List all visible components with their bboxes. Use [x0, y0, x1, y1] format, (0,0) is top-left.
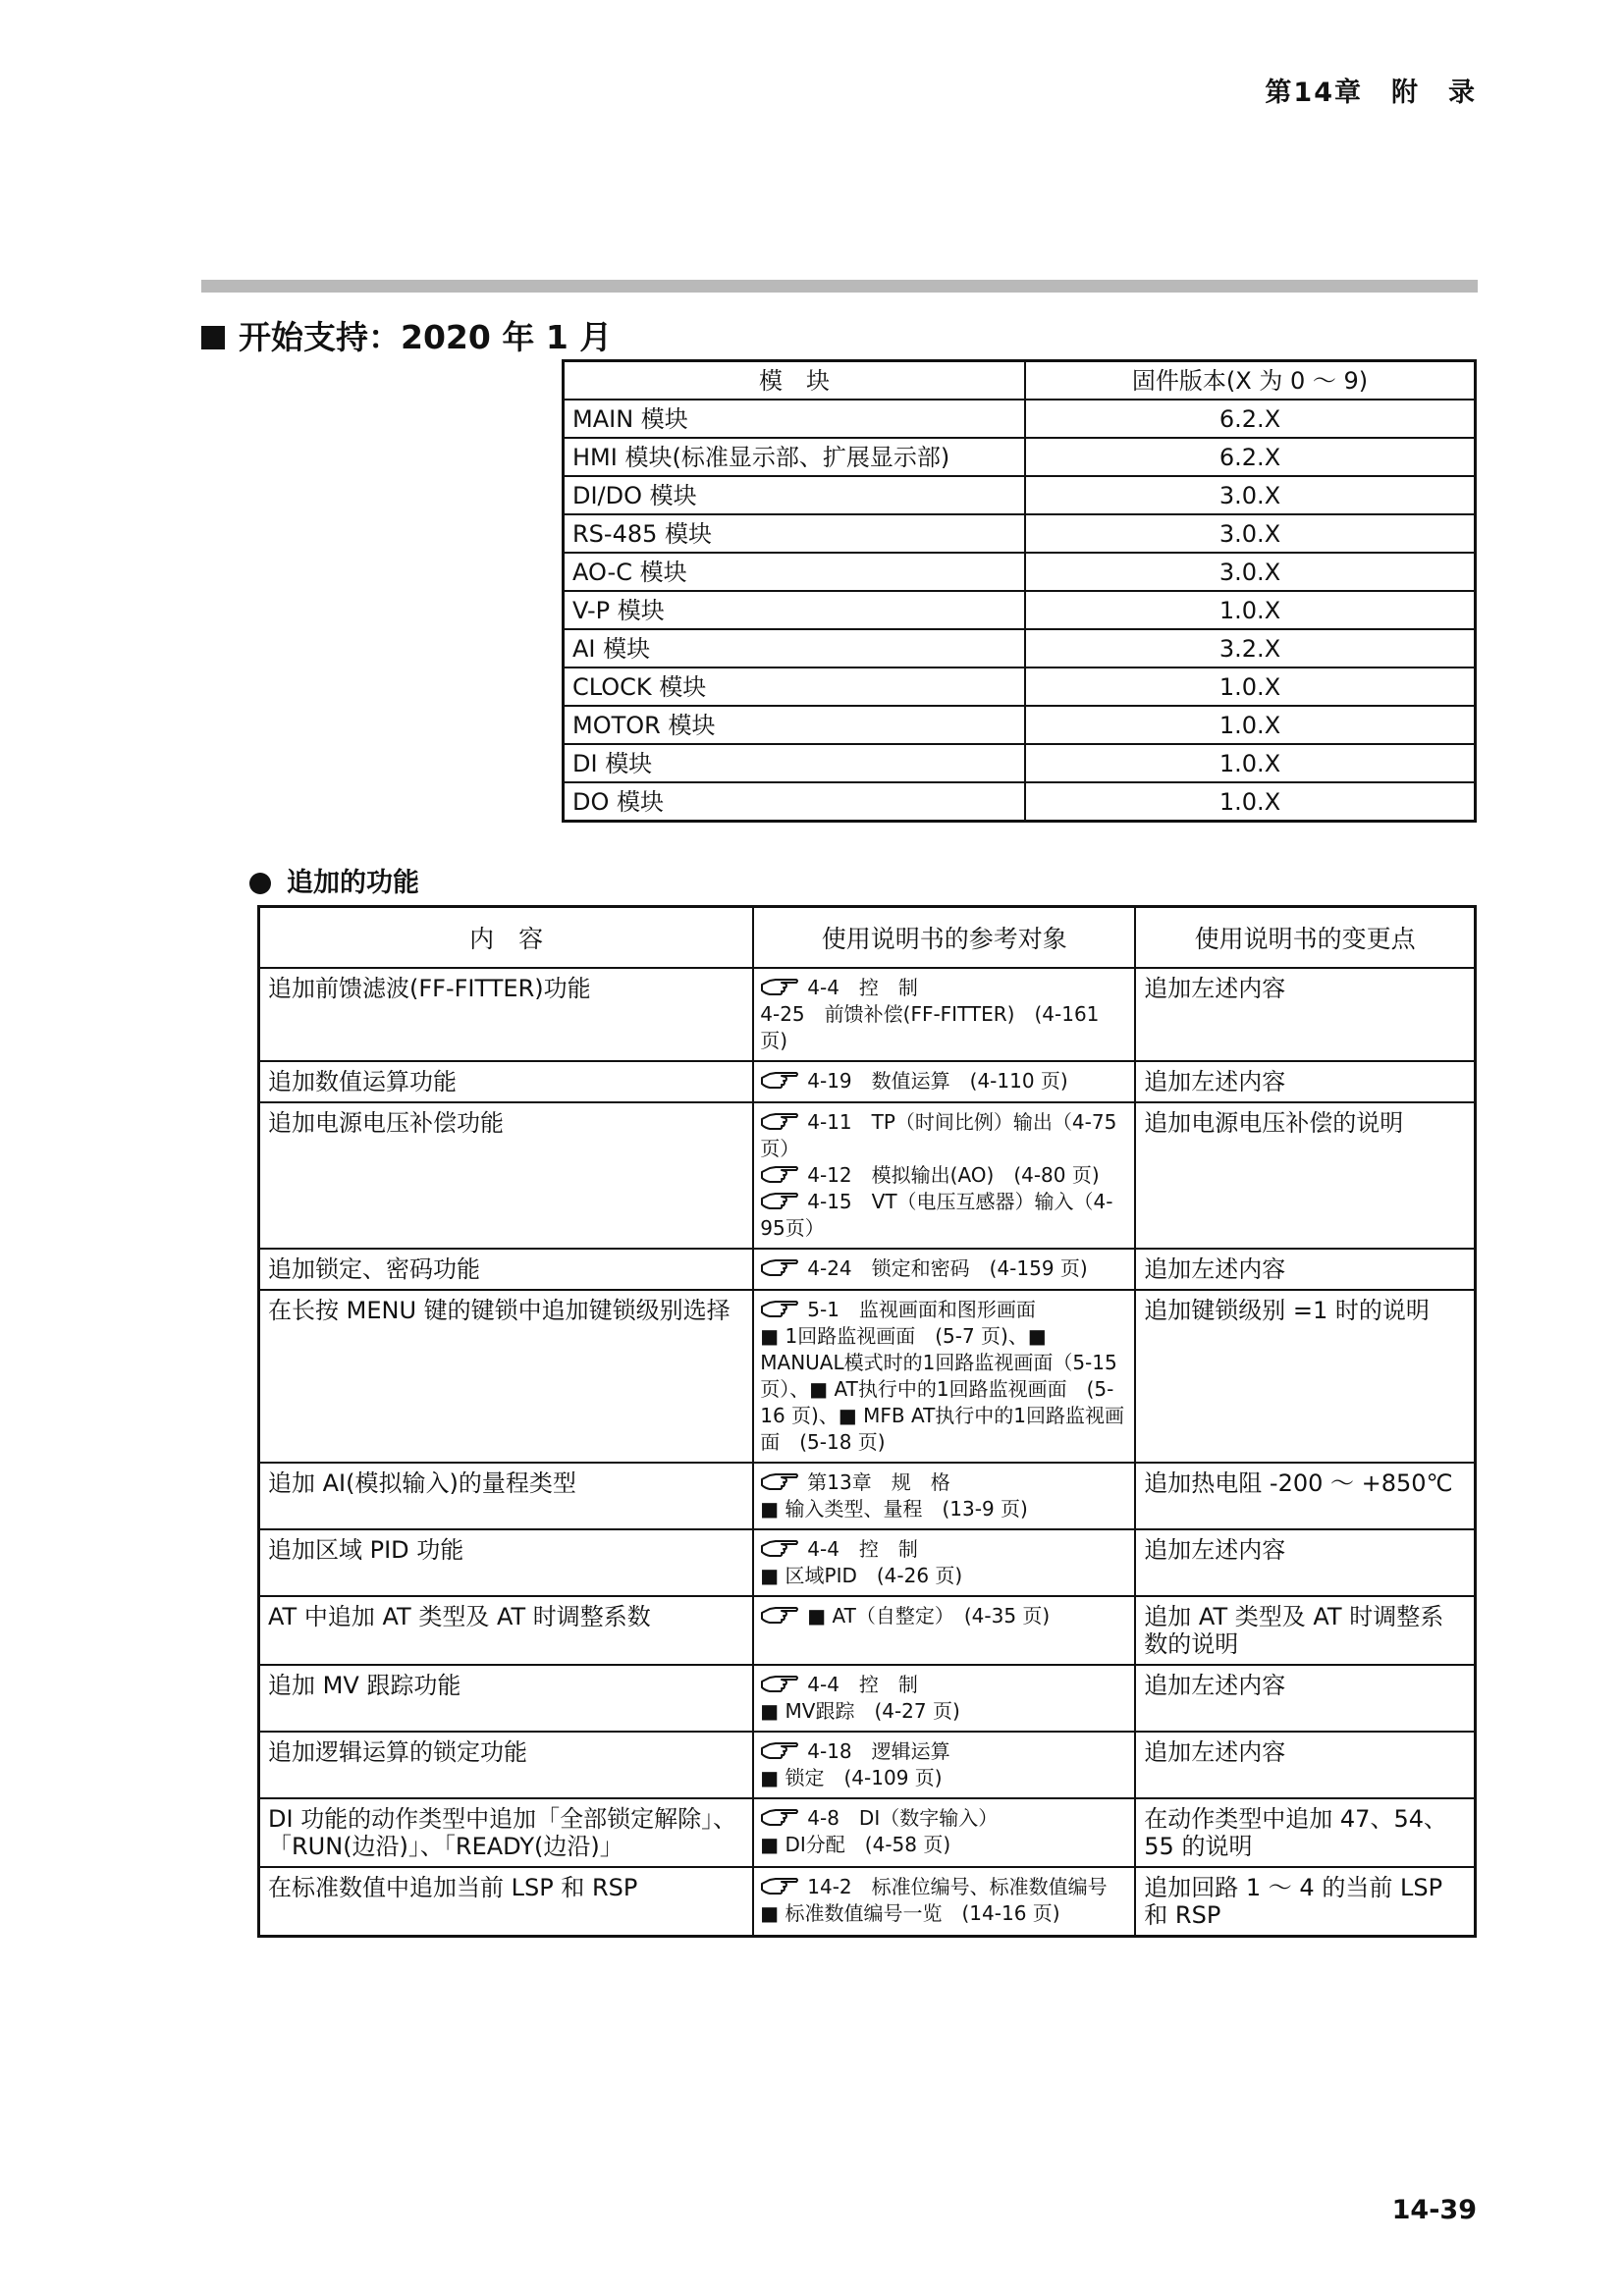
version-table-row	[564, 400, 1476, 438]
functions-table-body	[259, 968, 1476, 1937]
reference-text: 4-25 前馈补偿(FF-FITTER) (4-161 页)	[760, 1002, 1100, 1052]
firmware-version: 3.0.X	[1025, 553, 1475, 591]
pointing-hand-icon	[760, 1537, 799, 1559]
firmware-version: 1.0.X	[1025, 706, 1475, 744]
reference-line	[760, 1297, 1128, 1323]
function-content: 在标准数值中追加当前 LSP 和 RSP	[259, 1867, 754, 1937]
reference-line	[760, 1563, 1128, 1589]
reference-line	[760, 1603, 1128, 1629]
chapter-header: 第14章 附 录	[1265, 78, 1477, 108]
module-name: MOTOR 模块	[564, 706, 1026, 744]
reference-line	[760, 1189, 1128, 1242]
reference-line	[760, 1001, 1128, 1054]
function-content: AT 中追加 AT 类型及 AT 时调整系数	[259, 1596, 754, 1665]
manual-change: 追加键锁级别 =1 时的说明	[1135, 1290, 1475, 1463]
reference-line	[760, 1162, 1128, 1189]
module-name: V-P 模块	[564, 591, 1026, 629]
manual-change: 追加 AT 类型及 AT 时调整系数的说明	[1135, 1596, 1475, 1665]
firmware-version: 3.2.X	[1025, 629, 1475, 667]
function-content: 追加 MV 跟踪功能	[259, 1665, 754, 1732]
manual-reference	[753, 1061, 1135, 1102]
reference-text: ■ 输入类型、量程 (13-9 页)	[760, 1497, 1028, 1521]
reference-text: ■ 标准数值编号一览 (14-16 页)	[760, 1901, 1060, 1925]
reference-line	[760, 1698, 1128, 1725]
firmware-version: 1.0.X	[1025, 591, 1475, 629]
manual-change: 追加左述内容	[1135, 1249, 1475, 1290]
pointing-hand-icon	[760, 1110, 799, 1132]
manual-reference	[753, 1290, 1135, 1463]
firmware-version: 3.0.X	[1025, 476, 1475, 514]
function-content: 追加数值运算功能	[259, 1061, 754, 1102]
reference-text: 4-19 数值运算 (4-110 页)	[807, 1069, 1068, 1093]
reference-text: ■ 锁定 (4-109 页)	[760, 1766, 943, 1789]
manual-change: 追加左述内容	[1135, 1061, 1475, 1102]
reference-text: ■ 区域PID (4-26 页)	[760, 1564, 963, 1587]
module-name: AI 模块	[564, 629, 1026, 667]
page-number: 14-39	[1391, 2195, 1477, 2225]
function-row	[259, 1061, 1476, 1102]
version-table-row	[564, 706, 1476, 744]
pointing-hand-icon	[760, 1298, 799, 1319]
function-row	[259, 1665, 1476, 1732]
reference-line	[760, 1805, 1128, 1832]
pointing-hand-icon	[760, 1806, 799, 1828]
manual-change: 追加左述内容	[1135, 968, 1475, 1061]
module-name: DO 模块	[564, 782, 1026, 822]
function-row	[259, 968, 1476, 1061]
reference-line	[760, 1068, 1128, 1095]
manual-change: 追加左述内容	[1135, 1665, 1475, 1732]
reference-line	[760, 1109, 1128, 1162]
reference-line	[760, 1672, 1128, 1698]
function-content: 追加前馈滤波(FF-FITTER)功能	[259, 968, 754, 1061]
firmware-version: 6.2.X	[1025, 400, 1475, 438]
manual-change: 追加左述内容	[1135, 1732, 1475, 1798]
module-name: CLOCK 模块	[564, 667, 1026, 706]
reference-text: 4-24 锁定和密码 (4-159 页)	[807, 1256, 1088, 1280]
reference-text: ■ DI分配 (4-58 页)	[760, 1833, 951, 1856]
module-name: AO-C 模块	[564, 553, 1026, 591]
functions-header-reference: 使用说明书的参考对象	[753, 907, 1135, 969]
reference-text: 4-4 控 制	[807, 976, 918, 999]
module-name: RS-485 模块	[564, 514, 1026, 553]
pointing-hand-icon	[760, 1069, 799, 1091]
firmware-version: 1.0.X	[1025, 667, 1475, 706]
reference-text: 5-1 监视画面和图形画面	[807, 1298, 1036, 1321]
function-row	[259, 1529, 1476, 1596]
version-table-row	[564, 476, 1476, 514]
firmware-version: 1.0.X	[1025, 744, 1475, 782]
module-name: DI 模块	[564, 744, 1026, 782]
manual-change: 追加热电阻 -200 ～ +850℃	[1135, 1463, 1475, 1529]
manual-reference	[753, 1102, 1135, 1249]
function-row	[259, 1290, 1476, 1463]
reference-line	[760, 1496, 1128, 1522]
function-row	[259, 1798, 1476, 1867]
function-row	[259, 1596, 1476, 1665]
manual-change: 在动作类型中追加 47、54、55 的说明	[1135, 1798, 1475, 1867]
reference-text: ■ MV跟踪 (4-27 页)	[760, 1699, 960, 1723]
reference-text: 4-12 模拟输出(AO) (4-80 页)	[807, 1163, 1100, 1187]
manual-reference	[753, 1867, 1135, 1937]
reference-text: 4-4 控 制	[807, 1673, 918, 1696]
function-content: DI 功能的动作类型中追加「全部锁定解除」、「RUN(边沿)」、「READY(边沿)」	[259, 1798, 754, 1867]
pointing-hand-icon	[760, 1875, 799, 1896]
function-content: 追加逻辑运算的锁定功能	[259, 1732, 754, 1798]
function-content: 追加锁定、密码功能	[259, 1249, 754, 1290]
reference-text: 14-2 标准位编号、标准数值编号	[807, 1875, 1108, 1898]
reference-text: 4-8 DI（数字输入）	[807, 1806, 999, 1830]
version-table-row	[564, 514, 1476, 553]
firmware-version-table	[562, 359, 1477, 823]
manual-reference	[753, 968, 1135, 1061]
square-bullet-icon	[201, 326, 225, 349]
manual-reference	[753, 1798, 1135, 1867]
functions-header-change: 使用说明书的变更点	[1135, 907, 1475, 969]
version-table-row	[564, 667, 1476, 706]
version-table-header-module: 模 块	[564, 361, 1026, 400]
firmware-version: 3.0.X	[1025, 514, 1475, 553]
pointing-hand-icon	[760, 1673, 799, 1694]
reference-text: 4-11 TP（时间比例）输出（4-75页）	[760, 1110, 1117, 1160]
version-table-row	[564, 629, 1476, 667]
section-title-text: 开始支持：2020 年 1 月	[239, 318, 613, 356]
reference-line	[760, 1536, 1128, 1563]
pointing-hand-icon	[760, 1163, 799, 1185]
version-table-row	[564, 438, 1476, 476]
reference-line	[760, 1323, 1128, 1456]
reference-text: ■ 1回路监视画面 (5-7 页)、■ MANUAL模式时的1回路监视画面（5-15 页）、■ AT执行中的1回路监视画面 (5-16 页)、■ MFB AT执行中的1回路监视画面 (5-18 页)	[760, 1324, 1125, 1454]
circle-bullet-icon	[249, 873, 271, 894]
function-content: 追加电源电压补偿功能	[259, 1102, 754, 1249]
manual-reference	[753, 1249, 1135, 1290]
manual-reference	[753, 1732, 1135, 1798]
reference-text: 4-4 控 制	[807, 1537, 918, 1561]
function-row	[259, 1867, 1476, 1937]
module-name: DI/DO 模块	[564, 476, 1026, 514]
function-row	[259, 1732, 1476, 1798]
added-functions-table	[257, 905, 1477, 1938]
module-name: MAIN 模块	[564, 400, 1026, 438]
manual-change: 追加左述内容	[1135, 1529, 1475, 1596]
reference-text: 第13章 规 格	[807, 1470, 950, 1494]
manual-change: 追加电源电压补偿的说明	[1135, 1102, 1475, 1249]
module-name: HMI 模块(标准显示部、扩展显示部)	[564, 438, 1026, 476]
version-table-row	[564, 744, 1476, 782]
functions-title-text: 追加的功能	[287, 868, 419, 898]
firmware-version: 6.2.X	[1025, 438, 1475, 476]
version-table-row	[564, 782, 1476, 822]
reference-text: 4-18 逻辑运算	[807, 1739, 950, 1763]
manual-reference	[753, 1665, 1135, 1732]
section-divider	[201, 280, 1478, 293]
reference-line	[760, 1255, 1128, 1282]
reference-text: ■ AT（自整定） (4-35 页)	[807, 1604, 1051, 1628]
reference-line	[760, 1738, 1128, 1765]
version-table-row	[564, 591, 1476, 629]
function-row	[259, 1102, 1476, 1249]
firmware-version: 1.0.X	[1025, 782, 1475, 822]
section-title	[201, 316, 612, 359]
function-content: 追加区域 PID 功能	[259, 1529, 754, 1596]
version-table-body	[564, 400, 1476, 822]
function-row	[259, 1249, 1476, 1290]
manual-reference	[753, 1596, 1135, 1665]
reference-line	[760, 1832, 1128, 1858]
manual-change: 追加回路 1 ～ 4 的当前 LSP 和 RSP	[1135, 1867, 1475, 1937]
reference-line	[760, 1900, 1128, 1927]
version-table-row	[564, 553, 1476, 591]
reference-line	[760, 1765, 1128, 1791]
function-content: 在长按 MENU 键的键锁中追加键锁级别选择	[259, 1290, 754, 1463]
version-table-header-firmware: 固件版本(X 为 0 ～ 9)	[1025, 361, 1475, 400]
reference-text: 4-15 VT（电压互感器）输入（4-95页）	[760, 1190, 1113, 1240]
pointing-hand-icon	[760, 1739, 799, 1761]
reference-line	[760, 1874, 1128, 1900]
pointing-hand-icon	[760, 1470, 799, 1492]
functions-header-content: 内 容	[259, 907, 754, 969]
function-row	[259, 1463, 1476, 1529]
functions-title	[249, 866, 419, 901]
manual-reference	[753, 1529, 1135, 1596]
reference-line	[760, 975, 1128, 1001]
pointing-hand-icon	[760, 1190, 799, 1211]
manual-reference	[753, 1463, 1135, 1529]
function-content: 追加 AI(模拟输入)的量程类型	[259, 1463, 754, 1529]
pointing-hand-icon	[760, 1604, 799, 1626]
reference-line	[760, 1469, 1128, 1496]
pointing-hand-icon	[760, 1256, 799, 1278]
pointing-hand-icon	[760, 976, 799, 997]
